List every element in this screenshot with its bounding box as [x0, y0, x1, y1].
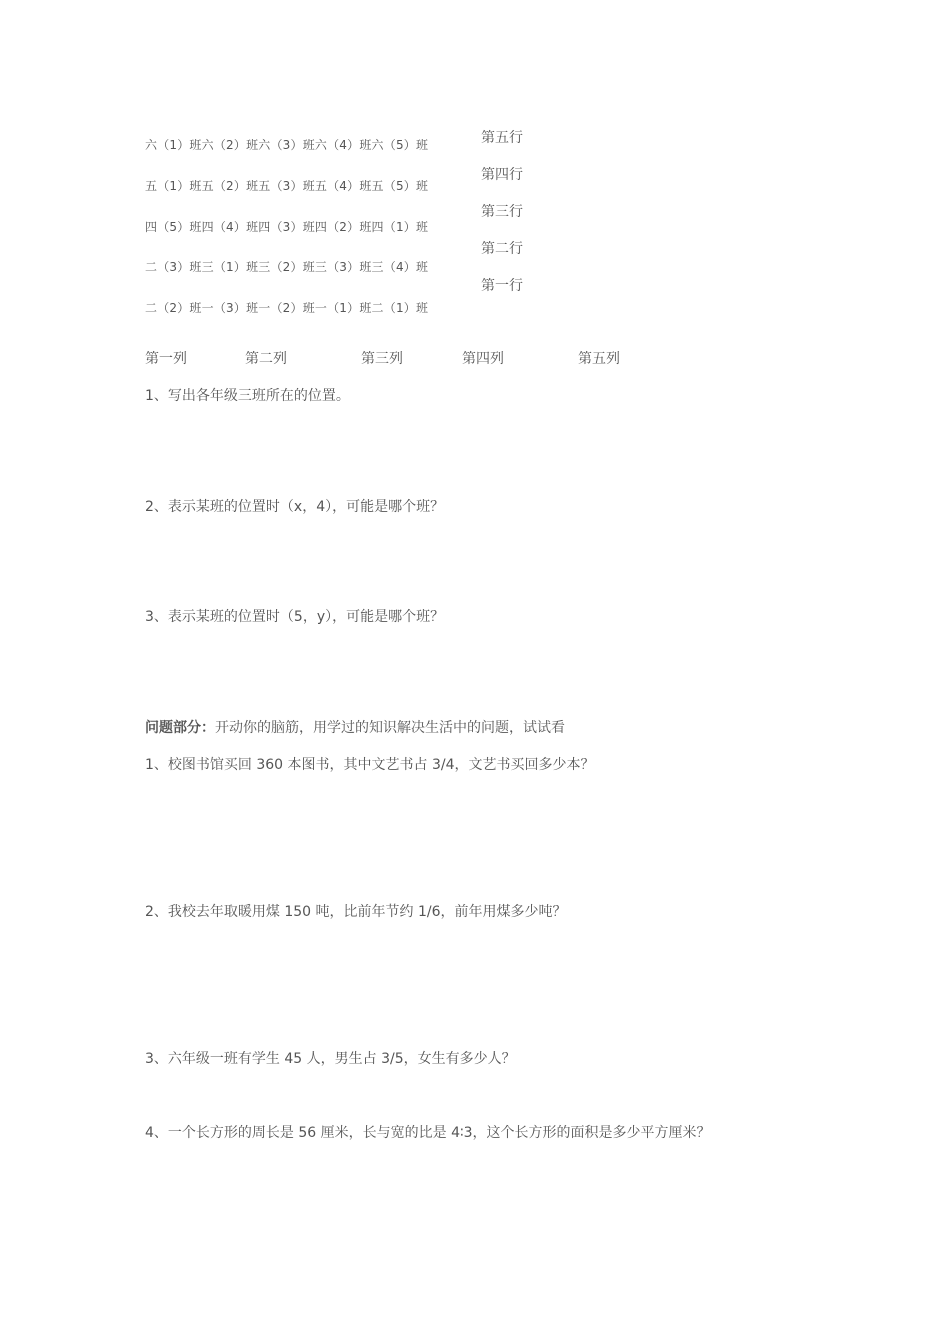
column-label-1: 第一列	[145, 351, 187, 367]
seating-row-1: 二（2）班一（3）班一（2）班一（1）班二（1）班	[145, 301, 429, 315]
position-question-1: 1、写出各年级三班所在的位置。	[145, 388, 350, 404]
column-label-3: 第三列	[361, 351, 403, 367]
position-question-2: 2、表示某班的位置时（x，4），可能是哪个班？	[145, 499, 445, 515]
seating-row-2: 二（3）班三（1）班三（2）班三（3）班三（4）班	[145, 260, 429, 274]
seating-row-5: 六（1）班六（2）班六（3）班六（4）班六（5）班	[145, 138, 429, 152]
seating-row-3: 四（5）班四（4）班四（3）班四（2）班四（1）班	[145, 220, 429, 234]
column-label-5: 第五列	[578, 351, 620, 367]
problem-question-1: 1、校图书馆买回 360 本图书，其中文艺书占 3/4，文艺书买回多少本？	[145, 757, 595, 773]
problem-question-3: 3、六年级一班有学生 45 人，男生占 3/5，女生有多少人？	[145, 1051, 516, 1067]
row-label-2: 第二行	[481, 241, 523, 257]
row-label-5: 第五行	[481, 130, 523, 146]
problem-question-2: 2、我校去年取暖用煤 150 吨，比前年节约 1/6，前年用煤多少吨？	[145, 904, 567, 920]
problem-question-4: 4、一个长方形的周长是 56 厘米，长与宽的比是 4∶3，这个长方形的面积是多少平方厘米？	[145, 1125, 711, 1141]
column-label-2: 第二列	[245, 351, 287, 367]
seating-row-4: 五（1）班五（2）班五（3）班五（4）班五（5）班	[145, 179, 429, 193]
problem-section-intro: 开动你的脑筋，用学过的知识解决生活中的问题，试试看	[215, 720, 565, 736]
row-label-1: 第一行	[481, 278, 523, 294]
problem-section-heading: 问题部分：	[145, 720, 215, 736]
problem-section-header	[145, 717, 565, 737]
position-question-3: 3、表示某班的位置时（5，y），可能是哪个班？	[145, 609, 445, 625]
row-label-3: 第三行	[481, 204, 523, 220]
column-label-4: 第四列	[462, 351, 504, 367]
row-label-4: 第四行	[481, 167, 523, 183]
